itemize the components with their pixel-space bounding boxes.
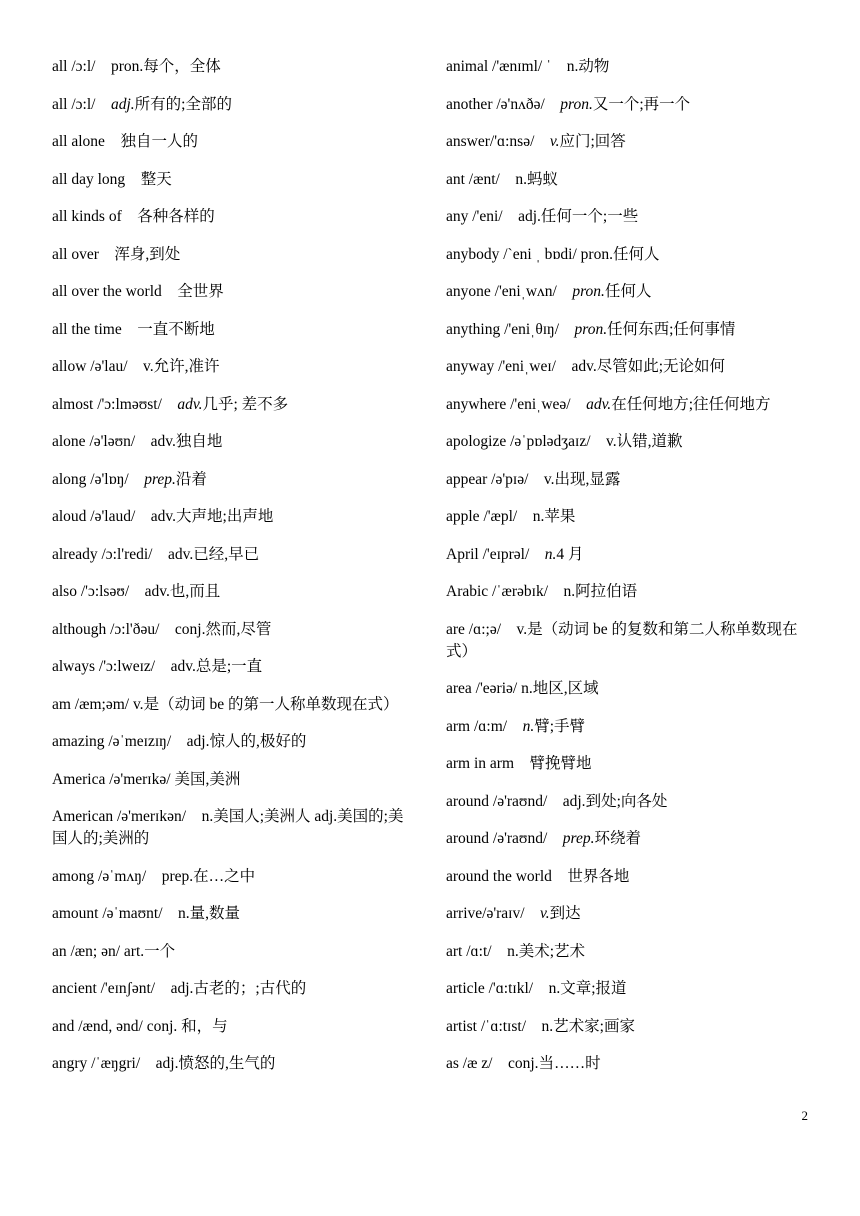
- entry-part-of-speech: prep.: [161, 867, 194, 885]
- entry-part-of-speech: adj.: [186, 733, 210, 750]
- vocabulary-entry: [446, 678, 816, 700]
- entry-part-of-speech: adj.: [110, 95, 135, 113]
- entry-word: all /ɔ:l/: [52, 58, 96, 75]
- vocabulary-entry: [446, 94, 816, 116]
- entry-meaning: 大声地;出声地: [176, 508, 274, 525]
- entry-part-of-speech: n.: [521, 680, 533, 697]
- entry-meaning: 臂;手臂: [534, 717, 585, 735]
- vocabulary-entry: [52, 731, 412, 753]
- entry-part-of-speech: n.: [201, 808, 214, 825]
- vocabulary-entry: [52, 356, 412, 378]
- vocabulary-entry: [52, 978, 412, 1000]
- vocabulary-entry: [52, 806, 412, 850]
- entry-part-of-speech: art.: [123, 942, 145, 960]
- entry-meaning: 也,而且: [169, 583, 221, 600]
- vocabulary-entry: [52, 544, 412, 566]
- entry-part-of-speech: adj.: [562, 792, 586, 810]
- entry-meaning: 又一个;再一个: [592, 95, 691, 113]
- entry-word: all over: [52, 245, 99, 263]
- entry-part-of-speech: adv.: [144, 583, 170, 600]
- vocabulary-entry: [52, 656, 412, 678]
- entry-word: apple /'æpl/: [446, 508, 518, 525]
- entry-word: already /ɔ:l'redi/: [52, 545, 153, 563]
- entry-meaning: 蚂蚁: [526, 170, 558, 188]
- entry-meaning: 总是;一直: [195, 658, 263, 675]
- entry-word: apologize /əˈpɒlədʒaɪz/: [446, 433, 591, 450]
- vocabulary-entry: [52, 319, 412, 341]
- entry-word: animal /'ænɪml/ ˈ: [446, 58, 552, 75]
- vocabulary-entry: [446, 206, 816, 228]
- entry-meaning: 几乎; 差不多: [202, 395, 289, 413]
- entry-word: around /ə'raʊnd/: [446, 792, 548, 810]
- entry-meaning: 认错,道歉: [616, 433, 683, 450]
- vocabulary-entry: [52, 431, 412, 453]
- entry-word: among /əˈmʌŋ/: [52, 867, 147, 885]
- entry-meaning: 一个: [144, 942, 176, 960]
- entry-part-of-speech: v.: [543, 470, 555, 488]
- entry-word: amount /əˈmaʊnt/: [52, 905, 163, 922]
- entry-meaning: 浑身,到处: [114, 245, 181, 263]
- entry-word: all the time: [52, 320, 122, 338]
- entry-meaning: 全世界: [177, 283, 224, 300]
- entry-word: all alone: [52, 133, 105, 150]
- vocabulary-entry: [446, 131, 816, 153]
- vocabulary-entry: [52, 903, 412, 925]
- entry-part-of-speech: adj.: [518, 208, 541, 225]
- entry-meaning: 惊人的,极好的: [209, 733, 307, 750]
- entry-meaning: 已经,早已: [193, 545, 260, 563]
- entry-meaning: 各种各样的: [137, 208, 215, 225]
- entry-meaning: 在任何地方;往任何地方: [611, 395, 771, 413]
- entry-word: almost /'ɔ:lməʊst/: [52, 395, 162, 413]
- entry-meaning: 然而,尽管: [205, 620, 272, 638]
- entry-part-of-speech: adv.: [170, 658, 196, 675]
- entry-meaning: 尽管如此;无论如何: [596, 358, 726, 375]
- vocabulary-entry: [52, 581, 412, 603]
- entry-word: appear /ə'pɪə/: [446, 470, 529, 488]
- vocabulary-entry: [446, 281, 816, 303]
- entry-word: always /'ɔ:lweɪz/: [52, 658, 156, 675]
- vocabulary-entry: [446, 1016, 816, 1038]
- entry-word: all kinds of: [52, 208, 122, 225]
- entry-part-of-speech: v.: [132, 695, 144, 713]
- vocabulary-entry: [52, 94, 412, 116]
- entry-meaning: 在…之中: [193, 867, 256, 885]
- vocabulary-entry: [52, 1053, 412, 1075]
- entry-meaning: 阿拉伯语: [575, 583, 638, 600]
- vocabulary-entry: [446, 753, 816, 775]
- entry-word: are /ɑ:;ə/: [446, 620, 502, 638]
- vocabulary-entry: [446, 716, 816, 738]
- entry-word: anybody /ˋeni ˌ bɒdi/: [446, 245, 577, 263]
- vocabulary-entry: [446, 169, 816, 191]
- entry-word: ancient /'eɪnʃənt/: [52, 980, 156, 997]
- vocabulary-entry: [52, 506, 412, 528]
- entry-word: any /'eni/: [446, 208, 503, 225]
- entry-word: also /'ɔ:lsəʊ/: [52, 583, 130, 600]
- vocabulary-entry: [446, 581, 816, 603]
- entry-part-of-speech: n.: [532, 508, 545, 525]
- vocabulary-column-left: [52, 56, 412, 1091]
- entry-part-of-speech: adj.: [155, 1055, 179, 1072]
- entry-part-of-speech: adv.: [177, 395, 203, 413]
- vocabulary-entry: [446, 394, 816, 416]
- entry-word: America /ə'merɪkə/: [52, 770, 171, 788]
- entry-word: as /æ z/: [446, 1055, 493, 1072]
- entry-word: article /'ɑ:tɪkl/: [446, 980, 534, 997]
- entry-part-of-speech: n.: [566, 58, 579, 75]
- vocabulary-entry: [446, 941, 816, 963]
- entry-part-of-speech: n.: [522, 717, 535, 735]
- entry-part-of-speech: n.: [548, 980, 561, 997]
- entry-word: angry /ˈæŋgri/: [52, 1055, 141, 1072]
- entry-meaning: 苹果: [544, 508, 576, 525]
- vocabulary-entry: [52, 169, 412, 191]
- entry-word: art /ɑ:t/: [446, 942, 492, 960]
- vocabulary-entry: [446, 469, 816, 491]
- entry-meaning: 到达: [549, 905, 581, 922]
- entry-word: anywhere /'eniˌweə/: [446, 395, 571, 413]
- entry-meaning: 文章;报道: [560, 980, 627, 997]
- entry-word: April /'eɪprəl/: [446, 545, 530, 563]
- entry-meaning: 整天: [140, 170, 172, 188]
- entry-meaning: 任何东西;任何事情: [607, 320, 736, 338]
- vocabulary-entry: [52, 694, 412, 716]
- entry-word: along /ə'lɒŋ/: [52, 470, 129, 488]
- entry-meaning: 是（动词 be 的复数和第二人称单数现在式）: [446, 620, 798, 660]
- entry-part-of-speech: adv.: [150, 433, 176, 450]
- vocabulary-entry: [446, 619, 816, 663]
- entry-word: allow /ə'lau/: [52, 358, 128, 375]
- entry-part-of-speech: v.: [606, 433, 617, 450]
- entry-meaning: 世界各地: [567, 867, 630, 885]
- entry-part-of-speech: adv.: [586, 395, 612, 413]
- vocabulary-entry: [52, 619, 412, 641]
- vocabulary-entry: [446, 506, 816, 528]
- vocabulary-entry: [52, 941, 412, 963]
- entry-part-of-speech: v.: [143, 358, 154, 375]
- entry-part-of-speech: adv.: [167, 545, 194, 563]
- entry-part-of-speech: conj.: [508, 1055, 539, 1072]
- entry-word: American /ə'merɪkən/: [52, 808, 187, 825]
- vocabulary-entry: [446, 866, 816, 888]
- entry-meaning: 沿着: [175, 470, 207, 488]
- entry-meaning: 出现,显露: [554, 470, 621, 488]
- vocabulary-entry: [52, 866, 412, 888]
- vocabulary-entry: [446, 431, 816, 453]
- vocabulary-entry: [52, 206, 412, 228]
- entry-word: all /ɔ:l/: [52, 95, 96, 113]
- vocabulary-entry: [52, 1016, 412, 1038]
- entry-word: anything /'eniˌθɪŋ/: [446, 320, 560, 338]
- entry-meaning: 每个，全体: [143, 58, 221, 75]
- vocabulary-entry: [446, 903, 816, 925]
- vocabulary-entry: [446, 791, 816, 813]
- entry-meaning: 独自地: [175, 433, 223, 450]
- entry-part-of-speech: n.: [515, 170, 527, 188]
- entry-word: an /æn; ən/: [52, 942, 121, 960]
- entry-word: arm in arm: [446, 755, 515, 772]
- vocabulary-entry: [446, 544, 816, 566]
- page-number: 2: [801, 1108, 808, 1123]
- entry-part-of-speech: prep.: [144, 470, 176, 488]
- entry-part-of-speech: pron.: [572, 283, 605, 300]
- entry-word: arm /ɑ:m/: [446, 717, 508, 735]
- vocabulary-entry: [52, 469, 412, 491]
- vocabulary-entry: [446, 1053, 816, 1075]
- entry-word: answer/'ɑ:nsə/: [446, 133, 535, 150]
- entry-word: Arabic /ˈærəbɪk/: [446, 583, 549, 600]
- entry-meaning: 允许,准许: [153, 358, 220, 375]
- entry-word: around /ə'raʊnd/: [446, 830, 548, 847]
- entry-meaning: 量,数量: [189, 905, 241, 922]
- entry-meaning: 愤怒的,生气的: [178, 1055, 276, 1072]
- entry-word: although /ɔ:l'ðəu/: [52, 620, 160, 638]
- entry-meaning: 美国,美洲: [174, 770, 241, 788]
- vocabulary-entry: [52, 281, 412, 303]
- entry-meaning: 任何一个;一些: [540, 208, 639, 225]
- entry-meaning: 动物: [578, 58, 610, 75]
- entry-word: aloud /ə'laud/: [52, 508, 136, 525]
- entry-part-of-speech: conj.: [174, 620, 206, 638]
- entry-meaning: 应门;回答: [559, 133, 626, 150]
- entry-part-of-speech: n.: [544, 545, 557, 563]
- vocabulary-entry: [446, 978, 816, 1000]
- entry-word: all over the world: [52, 283, 162, 300]
- entry-part-of-speech: v.: [540, 905, 550, 922]
- entry-meaning: 臂挽臂地: [529, 755, 592, 772]
- entry-meaning: 任何人: [612, 245, 660, 263]
- entry-meaning: 是（动词 be 的第一人称单数现在式）: [143, 695, 399, 713]
- vocabulary-entry: [52, 131, 412, 153]
- entry-part-of-speech: v.: [516, 620, 528, 638]
- entry-part-of-speech: pron.: [580, 245, 613, 263]
- entry-meaning: 当……时: [538, 1055, 601, 1072]
- entry-meaning: 古老的；;古代的: [193, 980, 307, 997]
- entry-part-of-speech: pron.: [574, 320, 608, 338]
- vocabulary-entry: [446, 828, 816, 850]
- entry-part-of-speech: adj.: [170, 980, 194, 997]
- entry-meaning: 地区,区域: [532, 680, 599, 697]
- entry-meaning: 独自一人的: [120, 133, 198, 150]
- entry-word: all day long: [52, 170, 126, 188]
- entry-part-of-speech: pron.: [560, 95, 593, 113]
- entry-meaning: 美国人;美洲人 adj.美国的;美国人的;美洲的: [52, 808, 404, 847]
- entry-meaning: 一直不断地: [137, 320, 215, 338]
- vocabulary-entry: [446, 319, 816, 341]
- entry-word: another /ə'nʌðə/: [446, 95, 545, 113]
- entry-word: area /'eəriə/: [446, 680, 518, 697]
- entry-part-of-speech: prep.: [562, 830, 595, 847]
- entry-part-of-speech: conj.: [146, 1017, 178, 1035]
- vocabulary-entry: [446, 356, 816, 378]
- entry-meaning: 艺术家;画家: [553, 1017, 635, 1035]
- entry-word: anyway /'eniˌweɪ/: [446, 358, 556, 375]
- entry-meaning: 环绕着: [594, 830, 641, 847]
- entry-word: arrive/ə'raɪv/: [446, 905, 525, 922]
- entry-word: anyone /'eniˌwʌn/: [446, 283, 557, 300]
- entry-part-of-speech: adv.: [150, 508, 177, 525]
- vocabulary-entry: [52, 769, 412, 791]
- entry-part-of-speech: n.: [178, 905, 190, 922]
- entry-part-of-speech: adv.: [571, 358, 597, 375]
- entry-meaning: 和，与: [177, 1017, 228, 1035]
- entry-meaning: 所有的;全部的: [134, 95, 232, 113]
- entry-meaning: 美术;艺术: [518, 942, 585, 960]
- vocabulary-entry: [446, 56, 816, 78]
- entry-word: am /æm;əm/: [52, 695, 130, 713]
- entry-part-of-speech: n.: [563, 583, 576, 600]
- vocabulary-column-right: [446, 56, 816, 1091]
- entry-meaning: 到处;向各处: [585, 792, 668, 810]
- vocabulary-entry: [52, 394, 412, 416]
- entry-meaning: 4 月: [556, 545, 584, 563]
- entry-word: artist /ˈɑ:tɪst/: [446, 1017, 527, 1035]
- entry-word: ant /ænt/: [446, 170, 500, 188]
- entry-word: alone /ə'ləʊn/: [52, 433, 136, 450]
- entry-part-of-speech: n.: [507, 942, 519, 960]
- entry-part-of-speech: pron.: [110, 58, 144, 75]
- entry-meaning: 任何人: [604, 283, 652, 300]
- entry-word: amazing /əˈmeɪzɪŋ/: [52, 733, 172, 750]
- vocabulary-entry: [446, 244, 816, 266]
- entry-word: around the world: [446, 867, 552, 885]
- entry-part-of-speech: v.: [549, 133, 560, 150]
- vocabulary-entry: [52, 244, 412, 266]
- entry-part-of-speech: n.: [541, 1017, 554, 1035]
- vocabulary-entry: [52, 56, 412, 78]
- entry-word: and /ænd, ənd/: [52, 1017, 143, 1035]
